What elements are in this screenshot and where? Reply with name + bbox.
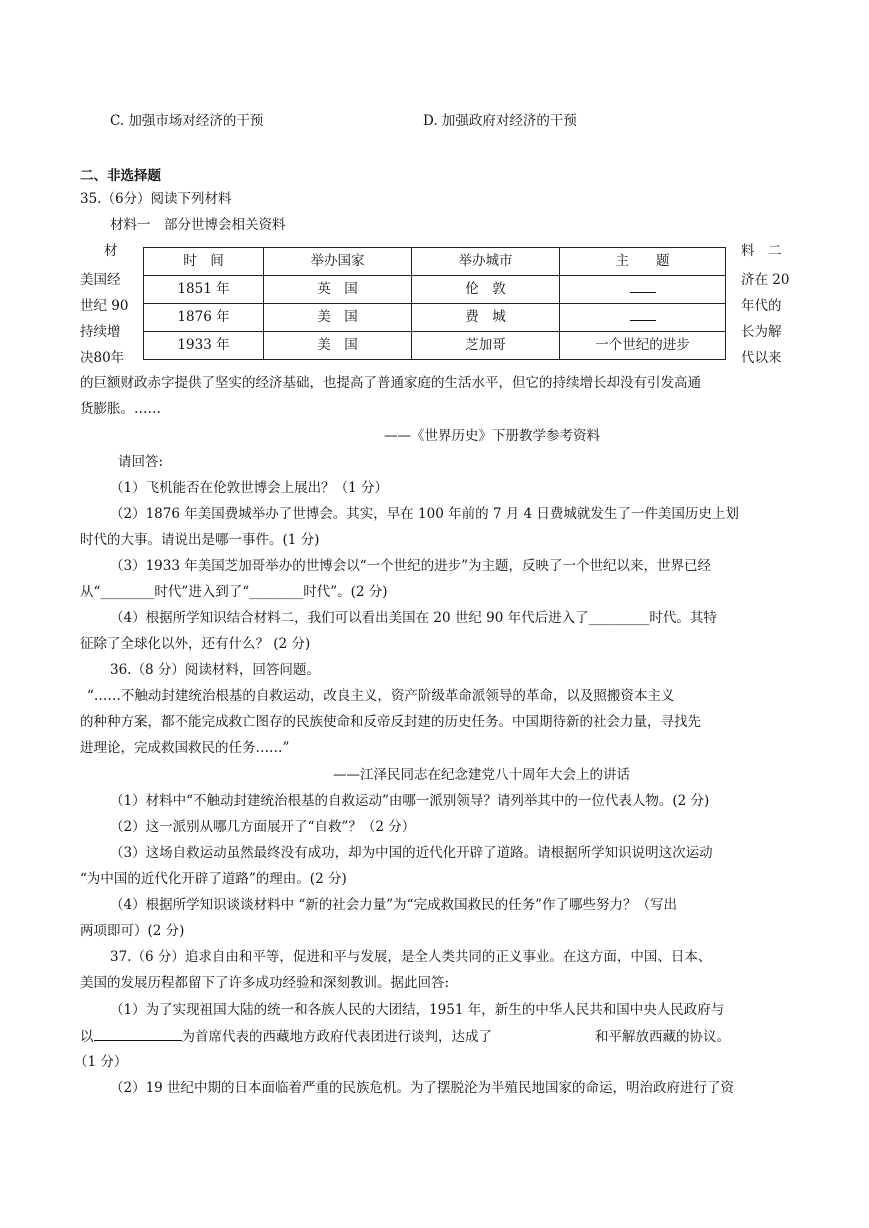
- table-cell-blank: [560, 304, 726, 332]
- q37-sub1-middle: 为首席代表的西藏地方政府代表团进行谈判，达成了: [181, 1029, 492, 1045]
- table-row: [144, 332, 726, 360]
- right-frag-3: 长为解: [741, 324, 782, 340]
- table-header-cell: 举办国家: [264, 248, 412, 276]
- q36-sub1: （1）材料中“不触动封建统治根基的自救运动”由哪一派别领导？请列举其中的一位代表人物。(2 分): [110, 793, 710, 809]
- q36-sub3-line2: “为中国的近代化开辟了道路”的理由。(2 分): [80, 871, 347, 887]
- option-d: D. 加强政府对经济的干预: [423, 113, 577, 129]
- table-cell: 1876 年: [144, 304, 264, 332]
- left-frag-3: 持续增: [80, 324, 121, 340]
- q36-quote-line1: “……不触动封建统治根基的自救运动，改良主义，资产阶级革命派领导的革命，以及照搬资本主义: [87, 688, 675, 704]
- q37-sub2-line1: （2）19 世纪中期的日本面临着严重的民族危机。为了摆脱沦为半殖民地国家的命运，明治政府进行了资: [110, 1080, 735, 1096]
- table-cell: 英 国: [264, 276, 412, 304]
- q35-sub3-line2: 从“________时代”进入到了“________时代”。(2 分): [80, 584, 388, 600]
- left-frag-1: 美国经: [80, 272, 121, 288]
- q36-sub3-line1: （3）这场自救运动虽然最终没有成功，却为中国的近代化开辟了道路。请根据所学知识说明这次运动: [110, 845, 713, 861]
- q35-sub2-line2: 时代的大事。请说出是哪一事件。(1 分): [80, 532, 320, 548]
- table-cell: 1851 年: [144, 276, 264, 304]
- q36-quote-line3: 进理论，完成救国救民的任务……”: [80, 740, 290, 756]
- table-header-row: [144, 248, 726, 276]
- right-frag-0: 料 二: [741, 243, 782, 259]
- q35-source: ——《世界历史》下册教学参考资料: [384, 428, 600, 444]
- q35-sub4-line2: 征除了全球化以外，还有什么？ (2 分): [80, 636, 311, 652]
- q37-header-line2: 美国的发展历程都留下了许多成功经验和深刻教训。据此回答:: [80, 975, 450, 991]
- expo-table: [143, 247, 726, 360]
- material2-line2: 货膨胀。……: [80, 401, 161, 417]
- q37-header-line1: 37.（6 分）追求自由和平等，促进和平与发展，是全人类共同的正义事业。在这方面，中国、日本、: [110, 949, 712, 965]
- q35-sub1: （1）飞机能否在伦敦世博会上展出？（1 分）: [110, 480, 388, 496]
- table-row: [144, 304, 726, 332]
- q35-header: 35.（6分）阅读下列材料: [80, 191, 232, 207]
- q35-sub4-line1: （4）根据所学知识结合材料二，我们可以看出美国在 20 世纪 90 年代后进入了_________时代。其特: [110, 610, 717, 626]
- table-cell: 伦 敦: [412, 276, 560, 304]
- table-cell: 一个世纪的进步: [560, 332, 726, 360]
- q36-sub2: （2）这一派别从哪几方面展开了“自救”？（2 分）: [110, 819, 416, 835]
- section-title: 二、非选择题: [80, 168, 161, 184]
- q35-sub2-line1: （2）1876 年美国费城举办了世博会。其实，早在 100 年前的 7 月 4 日费城就发生了一件美国历史上划: [110, 506, 739, 522]
- right-frag-2: 年代的: [741, 298, 782, 314]
- q36-source: ——江泽民同志在纪念建党八十周年大会上的讲话: [333, 767, 630, 783]
- table-cell: 费 城: [412, 304, 560, 332]
- q36-quote-line2: 的种种方案，都不能完成救亡图存的民族使命和反帝反封建的历史任务。中国期待新的社会力量，寻找先: [80, 714, 701, 730]
- q36-header: 36.（8 分）阅读材料，回答问题。: [110, 662, 320, 678]
- material2-line1: 的巨额财政赤字提供了坚实的经济基础，也提高了普通家庭的生活水平，但它的持续增长却没有引发高通: [80, 375, 701, 391]
- option-c: C. 加强市场对经济的干预: [110, 113, 264, 129]
- q37-sub1-suffix: 和平解放西藏的协议。: [595, 1029, 730, 1045]
- right-frag-4: 代以来: [741, 350, 782, 366]
- q35-sub3-line1: （3）1933 年美国芝加哥举办的世博会以“一个世纪的进步”为主题，反映了一个世纪以来，世界已经: [110, 558, 712, 574]
- right-frag-1: 济在 20: [741, 272, 790, 288]
- q37-sub1-prefix: 以: [80, 1029, 94, 1045]
- q35-prompt: 请回答:: [118, 454, 164, 470]
- table-header-cell: 举办城市: [412, 248, 560, 276]
- table-cell: 1933 年: [144, 332, 264, 360]
- q37-sub1-line3: （1 分）: [74, 1054, 128, 1070]
- q36-sub4-line1: （4）根据所学知识谈谈材料中 “新的社会力量”为“完成救国救民的任务”作了哪些努力？（写出: [110, 897, 677, 913]
- q36-sub4-line2: 两项即可）(2 分): [80, 923, 185, 939]
- q35-material1-title: 材料一 部分世博会相关资料: [110, 217, 286, 233]
- q37-sub1-line2: [80, 1026, 730, 1047]
- table-cell-blank: [560, 276, 726, 304]
- left-frag-0: 材: [104, 243, 118, 259]
- table-cell: 芝加哥: [412, 332, 560, 360]
- table-header-cell: 主 题: [560, 248, 726, 276]
- answer-blank: [630, 304, 656, 321]
- answer-blank: [630, 276, 656, 293]
- table-cell: 美 国: [264, 332, 412, 360]
- q37-sub1-line1: （1）为了实现祖国大陆的统一和各族人民的大团结，1951 年，新生的中华人民共和国中央人民政府与: [110, 1002, 725, 1018]
- table-cell: 美 国: [264, 304, 412, 332]
- answer-blank: [94, 1026, 182, 1041]
- table-header-cell: 时 间: [144, 248, 264, 276]
- left-frag-2: 世纪 90: [80, 298, 129, 314]
- table-row: [144, 276, 726, 304]
- left-frag-4: 决80年: [80, 350, 125, 366]
